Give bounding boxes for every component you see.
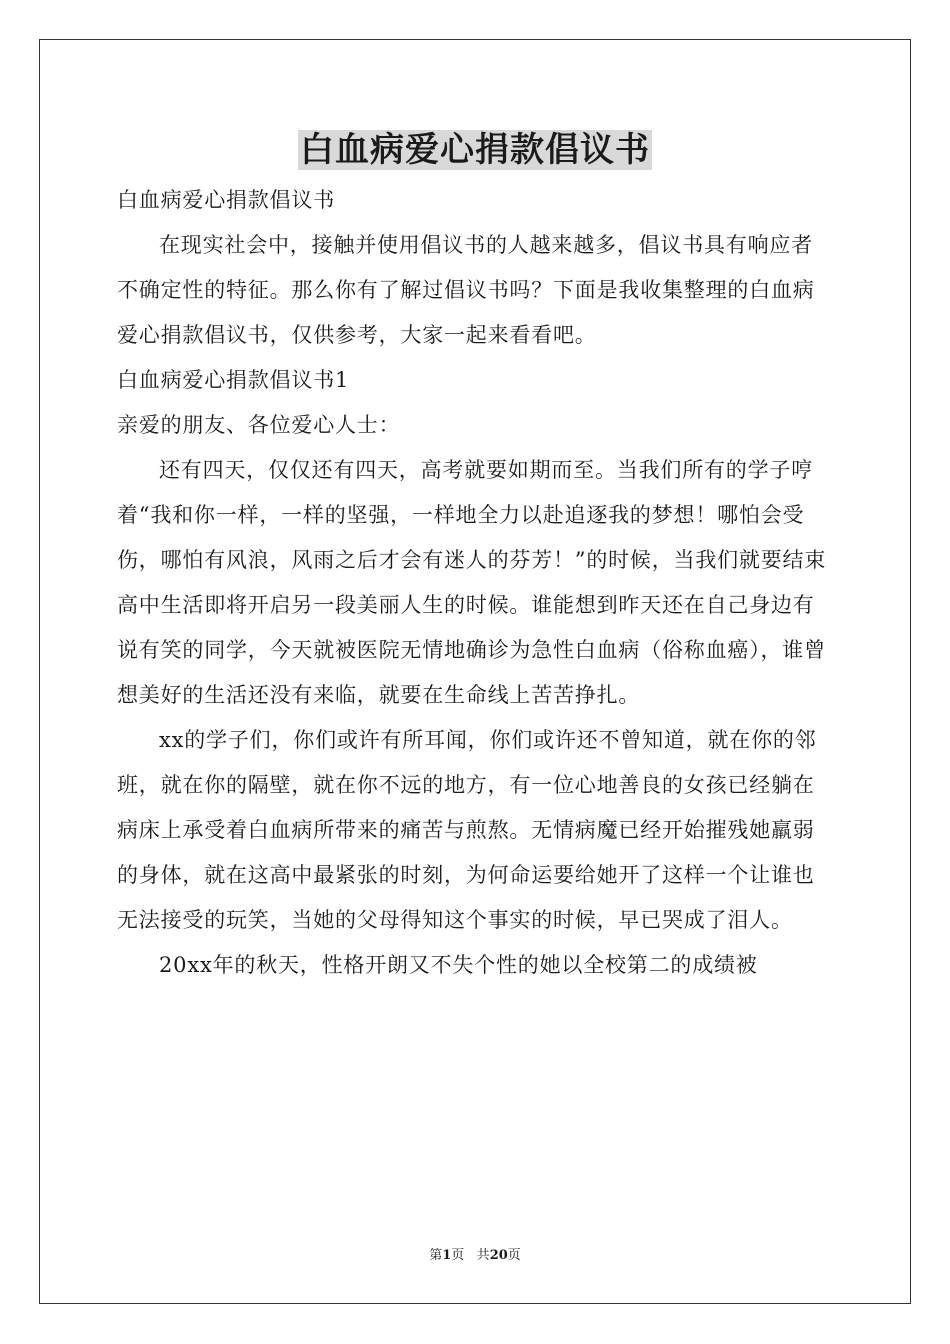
page-footer <box>0 1246 950 1266</box>
document-title <box>0 120 950 180</box>
document-title-text: 白血病爱心捐款倡议书 <box>300 130 650 170</box>
paragraph-body-3: 20xx年的秋天，性格开朗又不失个性的她以全校第二的成绩被 <box>159 953 758 977</box>
paragraph-body-2: xx的学子们，你们或许有所耳闻，你们或许还不曾知道，就在你的邻班，就在你的隔壁，就在你不远的地方，有一位心地善良的女孩已经躺在病床上承受着白血病所带来的痛苦与煎熬。无情病魔已经开始摧残她羸弱的身体，就在这高中最紧张的时刻，为何命运要给她开了这样一个让谁也无法接受的玩笑，当她的父母得知这个事实的时候，早已哭成了泪人。 <box>117 728 817 932</box>
footer-prefix: 第 <box>429 1248 443 1263</box>
paragraph-subtitle: 白血病爱心捐款倡议书 <box>117 188 335 212</box>
paragraph-salutation: 亲爱的朋友、各位爱心人士： <box>117 413 401 437</box>
document-body <box>117 178 833 988</box>
footer-page-number: 1 <box>442 1248 452 1263</box>
footer-total-suffix: 页 <box>507 1248 521 1263</box>
paragraph-intro: 在现实社会中，接触并使用倡议书的人越来越多，倡议书具有响应者不确定性的特征。那么你有了解过倡议书吗？下面是我收集整理的白血病爱心捐款倡议书，仅供参考，大家一起来看看吧。 <box>117 233 815 347</box>
footer-total-prefix: 共 <box>476 1248 490 1263</box>
footer-page-word: 页 <box>451 1248 465 1263</box>
footer-total-pages: 20 <box>489 1248 508 1263</box>
paragraph-body-1: 还有四天，仅仅还有四天，高考就要如期而至。当我们所有的学子哼着“我和你一样，一样的坚强，一样地全力以赴追逐我的梦想！哪怕会受伤，哪怕有风浪，风雨之后才会有迷人的芬芳！”的时候，当我们就要结束高中生活即将开启另一段美丽人生的时候。谁能想到昨天还在自己身边有说有笑的同学，今天就被医院无情地确诊为急性白血病（俗称血癌），谁曾想美好的生活还没有来临，就要在生命线上苦苦挣扎。 <box>117 458 827 707</box>
paragraph-section-heading: 白血病爱心捐款倡议书1 <box>117 368 350 392</box>
